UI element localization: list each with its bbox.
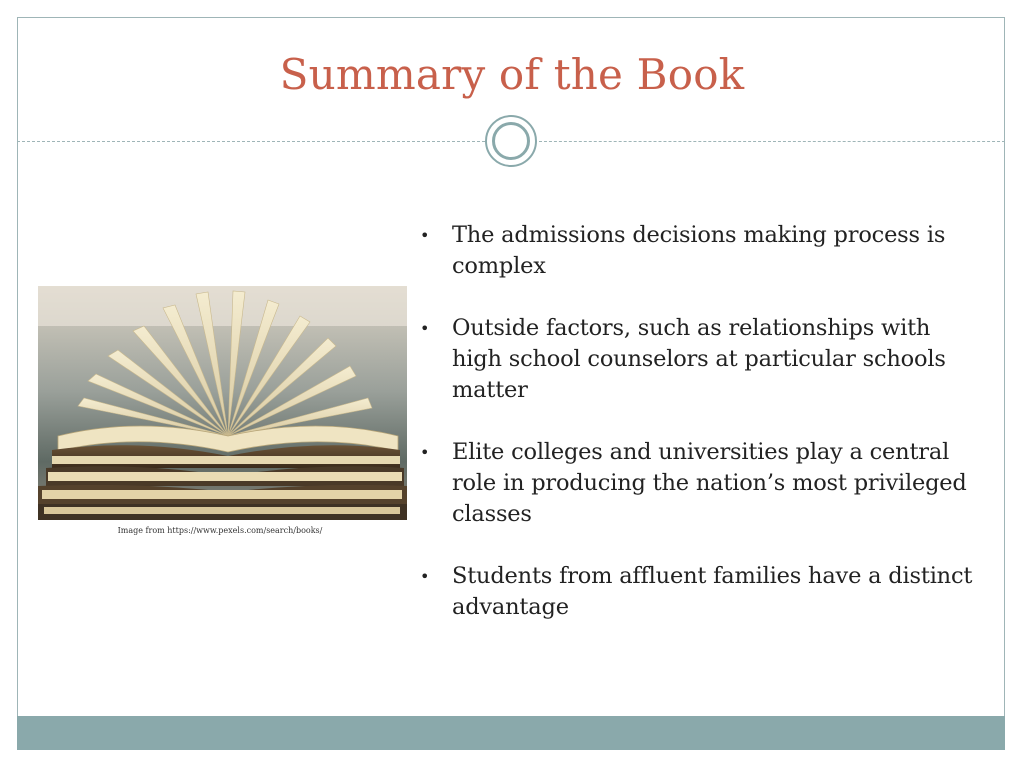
bullet-icon: • (420, 443, 430, 462)
bullet-list (420, 220, 980, 654)
slide-title: Summary of the Book (279, 50, 745, 99)
bullet-item (420, 561, 980, 623)
bullet-item (420, 220, 980, 282)
image-caption: Image from https://www.pexels.com/search/books/ (117, 526, 323, 535)
bullet-text: Elite colleges and universities play a central role in producing the nation’s most privileged classes (452, 439, 967, 527)
divider-circle-inner (492, 122, 530, 160)
bullet-text: The admissions decisions making process is complex (452, 222, 946, 279)
open-books-photo (38, 286, 407, 520)
title-divider-left (17, 141, 485, 142)
bullet-text: Outside factors, such as relationships with high school counselors at particular schools matter (452, 315, 946, 403)
bullet-item (420, 313, 980, 406)
title-divider-right (539, 141, 1005, 142)
bullet-icon: • (420, 319, 430, 338)
bullet-icon: • (420, 226, 430, 245)
footer-bar (17, 716, 1005, 750)
divider-circle-icon (485, 115, 537, 167)
bullet-text: Students from affluent families have a distinct advantage (452, 563, 973, 620)
bullet-icon: • (420, 567, 430, 586)
bullet-item (420, 437, 980, 530)
